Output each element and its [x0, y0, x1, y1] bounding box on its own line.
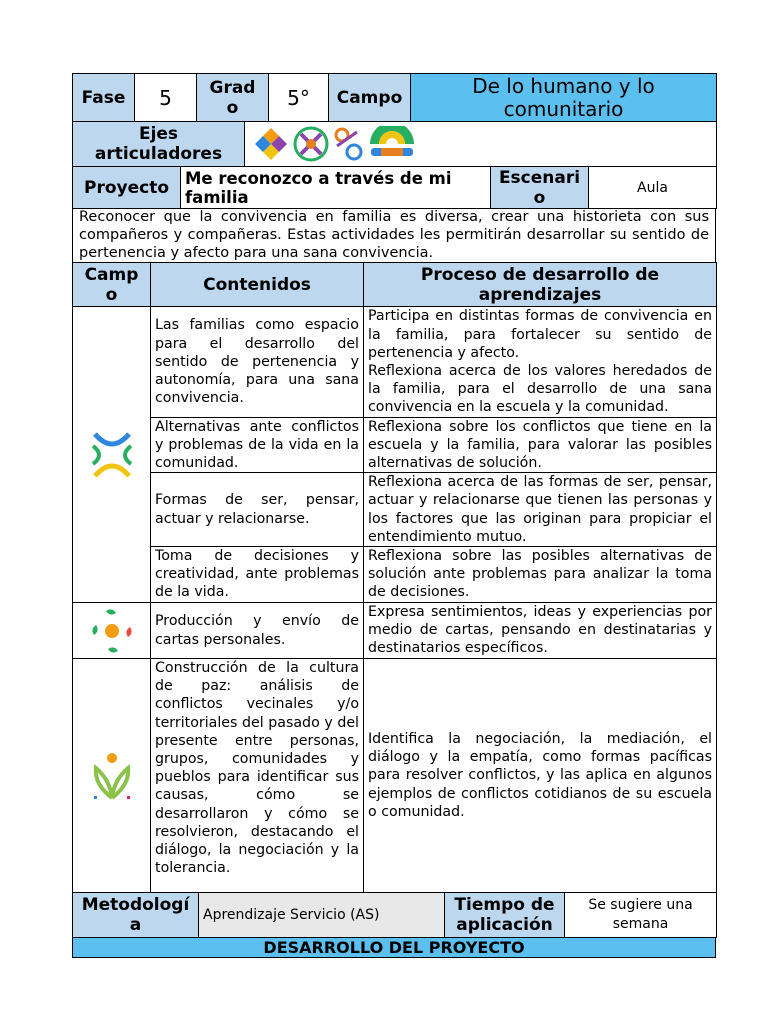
artes-icon — [367, 126, 417, 162]
proyecto-value: Me reconozco a través de mi familia — [181, 167, 491, 209]
contenido-cell: Construcción de la cultura de paz: análisis de conflictos vecinales y/o territoriales del pasado y del presente entre personas, grupos, comunidades y pueblos para identificar sus causas, cómo se desarrollaron y cómo se resolvieron, destacando el diálogo, la negociación y la tolerancia. — [151, 659, 364, 893]
proceso-cell: Reflexiona acerca de las formas de ser, pensar, actuar y relacionarse que tienen las personas y los factores que las originan para propiciar el entendimiento mutuo. — [364, 473, 717, 547]
contenido-cell: Producción y envío de cartas personales. — [151, 603, 364, 659]
contenido-cell: Alternativas ante conflictos y problemas de la vida en la comunidad. — [151, 417, 364, 473]
etica-naturaleza-icon — [90, 750, 134, 802]
tiempo-label: Tiempo de aplicación — [445, 893, 565, 938]
tiempo-value: Se sugiere una semana — [565, 893, 717, 938]
proceso-cell: Identifica la negociación, la mediación, el diálogo y la empatía, como formas pacíficas para resolver conflictos, y las aplica en algunos ejemplos de conflictos cotidianos de su escuela o comunidad. — [364, 659, 717, 893]
content-table — [72, 262, 717, 893]
table-row — [73, 307, 717, 417]
campo-label: Campo — [329, 74, 411, 122]
contenido-cell: Las familias como espacio para el desarrollo del sentido de pertenencia y autonomía, para una sana convivencia. — [151, 307, 364, 417]
grado-label: Grad o — [197, 74, 269, 122]
lenguajes-icon — [90, 607, 134, 655]
proceso-cell: Expresa sentimientos, ideas y experiencias por medio de cartas, pensando en destinatarias y destinatarios específicos. — [364, 603, 717, 659]
proyecto-table — [72, 166, 717, 209]
interculturalidad-icon — [293, 126, 329, 162]
grado-value: 5° — [269, 74, 329, 122]
escenario-label: Escenari o — [491, 167, 589, 209]
desarrollo-proyecto-header: DESARROLLO DEL PROYECTO — [73, 938, 716, 958]
project-description: Reconocer que la convivencia en familia es diversa, crear una historieta con sus compañeros y compañeras. Estas actividades les permitirán desarrollar su sentido de pertenencia y afecto para una sana convivencia. — [73, 209, 716, 263]
footer-table — [72, 937, 716, 958]
table-row — [73, 603, 717, 659]
metodologia-table — [72, 892, 717, 938]
header-table — [72, 73, 717, 122]
ejes-label: Ejes articuladores — [73, 122, 245, 167]
fase-label: Fase — [73, 74, 135, 122]
planning-sheet — [72, 73, 716, 958]
humano-comunitario-icon — [89, 430, 135, 480]
ejes-icons — [245, 122, 717, 167]
campo-value: De lo humano y lo comunitario — [411, 74, 717, 122]
contenido-cell: Formas de ser, pensar, actuar y relacionarse. — [151, 473, 364, 547]
table-row — [73, 417, 717, 473]
proyecto-label: Proyecto — [73, 167, 181, 209]
campo-icon-cell — [73, 659, 151, 893]
proceso-cell: Participa en distintas formas de convivencia en la familia, para fortalecer su sentido de pertenencia y afecto. Reflexiona acerca de los valores heredados de la familia, para el desarrollo de una sana convivencia en la escuela y la comunidad. — [364, 307, 717, 417]
metodologia-value: Aprendizaje Servicio (AS) — [199, 893, 445, 938]
metodologia-label: Metodologí a — [73, 893, 199, 938]
campo-icon-cell — [73, 307, 151, 603]
description-table — [72, 208, 716, 263]
escenario-value: Aula — [589, 167, 717, 209]
table-row — [73, 659, 717, 893]
proceso-cell: Reflexiona sobre las posibles alternativas de solución ante problemas para analizar la toma de decisiones. — [364, 547, 717, 603]
table-row — [73, 547, 717, 603]
inclusion-icon — [253, 126, 289, 162]
ejes-table — [72, 121, 717, 167]
proceso-cell: Reflexiona sobre los conflictos que tiene en la escuela y la familia, para valorar las posibles alternativas de solución. — [364, 417, 717, 473]
lectura-icon — [333, 126, 363, 162]
campo-column-header: Camp o — [73, 263, 151, 307]
campo-icon-cell — [73, 603, 151, 659]
table-row — [73, 473, 717, 547]
contenido-cell: Toma de decisiones y creatividad, ante problemas de la vida. — [151, 547, 364, 603]
fase-value: 5 — [135, 74, 197, 122]
proceso-column-header: Proceso de desarrollo de aprendizajes — [364, 263, 717, 307]
contenidos-column-header: Contenidos — [151, 263, 364, 307]
